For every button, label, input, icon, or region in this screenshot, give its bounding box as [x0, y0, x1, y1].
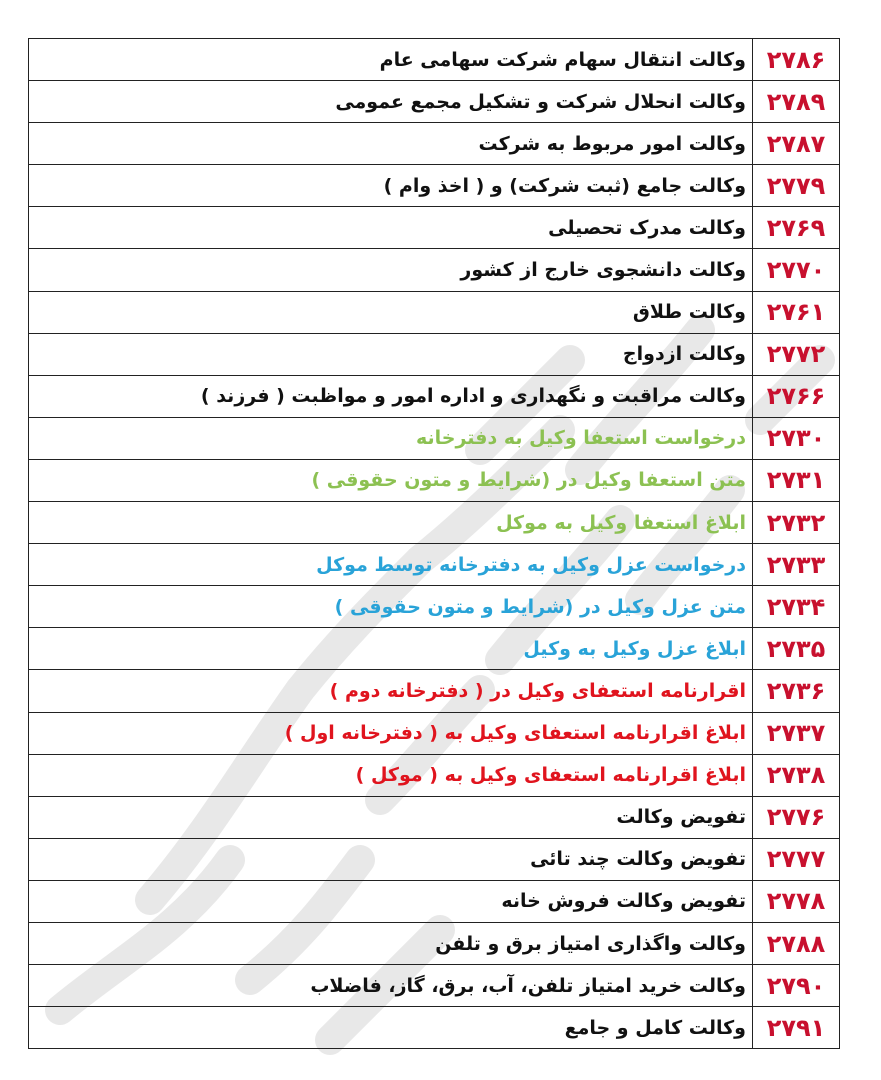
- row-title: وکالت واگذاری امتیاز برق و تلفن: [29, 922, 753, 964]
- table-body: [29, 39, 840, 1049]
- row-code: ۲۷۹۱: [753, 1007, 840, 1049]
- table-row: [29, 417, 840, 459]
- row-code: ۲۷۳۴: [753, 586, 840, 628]
- table-row: [29, 880, 840, 922]
- row-title: ابلاغ اقرارنامه استعفای وکیل به ( دفترخانه اول ): [29, 712, 753, 754]
- row-title: وکالت طلاق: [29, 291, 753, 333]
- row-title: ابلاغ اقرارنامه استعفای وکیل به ( موکل ): [29, 754, 753, 796]
- row-code: ۲۷۳۶: [753, 670, 840, 712]
- row-code: ۲۷۶۱: [753, 291, 840, 333]
- table-row: [29, 965, 840, 1007]
- service-code-table: [28, 38, 840, 1049]
- row-title: تفویض وکالت چند تائی: [29, 838, 753, 880]
- row-title: درخواست عزل وکیل به دفترخانه توسط موکل: [29, 544, 753, 586]
- table-row: [29, 712, 840, 754]
- row-title: اقرارنامه استعفای وکیل در ( دفترخانه دوم ): [29, 670, 753, 712]
- table-row: [29, 754, 840, 796]
- row-title: وکالت انحلال شرکت و تشکیل مجمع عمومی: [29, 81, 753, 123]
- table-row: [29, 670, 840, 712]
- row-title: وکالت امور مربوط به شرکت: [29, 123, 753, 165]
- table-row: [29, 502, 840, 544]
- table-row: [29, 375, 840, 417]
- table-row: [29, 165, 840, 207]
- row-code: ۲۷۸۸: [753, 922, 840, 964]
- table-row: [29, 459, 840, 501]
- row-code: ۲۷۷۷: [753, 838, 840, 880]
- row-title: وکالت مراقبت و نگهداری و اداره امور و مواظبت ( فرزند ): [29, 375, 753, 417]
- row-title: وکالت دانشجوی خارج از کشور: [29, 249, 753, 291]
- row-code: ۲۷۷۶: [753, 796, 840, 838]
- row-code: ۲۷۳۰: [753, 417, 840, 459]
- row-title: تفویض وکالت فروش خانه: [29, 880, 753, 922]
- row-code: ۲۷۷۲: [753, 333, 840, 375]
- table-row: [29, 249, 840, 291]
- row-title: تفویض وکالت: [29, 796, 753, 838]
- row-title: وکالت کامل و جامع: [29, 1007, 753, 1049]
- table-row: [29, 544, 840, 586]
- row-code: ۲۷۳۵: [753, 628, 840, 670]
- row-code: ۲۷۳۸: [753, 754, 840, 796]
- row-code: ۲۷۷۰: [753, 249, 840, 291]
- row-code: ۲۷۷۹: [753, 165, 840, 207]
- row-code: ۲۷۳۲: [753, 502, 840, 544]
- table-row: [29, 291, 840, 333]
- row-code: ۲۷۷۸: [753, 880, 840, 922]
- row-title: وکالت جامع (ثبت شرکت) و ( اخذ وام ): [29, 165, 753, 207]
- row-title: وکالت ازدواج: [29, 333, 753, 375]
- table-row: [29, 207, 840, 249]
- row-title: متن عزل وکیل در (شرایط و متون حقوقی ): [29, 586, 753, 628]
- row-code: ۲۷۶۶: [753, 375, 840, 417]
- row-title: متن استعفا وکیل در (شرایط و متون حقوقی ): [29, 459, 753, 501]
- row-code: ۲۷۶۹: [753, 207, 840, 249]
- table-row: [29, 39, 840, 81]
- table-row: [29, 1007, 840, 1049]
- row-title: ابلاغ استعفا وکیل به موکل: [29, 502, 753, 544]
- row-code: ۲۷۳۷: [753, 712, 840, 754]
- row-title: درخواست استعفا وکیل به دفترخانه: [29, 417, 753, 459]
- table-row: [29, 838, 840, 880]
- row-title: وکالت انتقال سهام شرکت سهامی عام: [29, 39, 753, 81]
- row-code: ۲۷۳۳: [753, 544, 840, 586]
- row-code: ۲۷۳۱: [753, 459, 840, 501]
- table-row: [29, 81, 840, 123]
- row-code: ۲۷۸۶: [753, 39, 840, 81]
- row-code: ۲۷۸۹: [753, 81, 840, 123]
- table-row: [29, 586, 840, 628]
- row-title: وکالت خرید امتیاز تلفن، آب، برق، گاز، فاضلاب: [29, 965, 753, 1007]
- table-row: [29, 123, 840, 165]
- table-row: [29, 796, 840, 838]
- table-row: [29, 333, 840, 375]
- table-row: [29, 628, 840, 670]
- row-code: ۲۷۸۷: [753, 123, 840, 165]
- table-row: [29, 922, 840, 964]
- row-code: ۲۷۹۰: [753, 965, 840, 1007]
- row-title: ابلاغ عزل وکیل به وکیل: [29, 628, 753, 670]
- row-title: وکالت مدرک تحصیلی: [29, 207, 753, 249]
